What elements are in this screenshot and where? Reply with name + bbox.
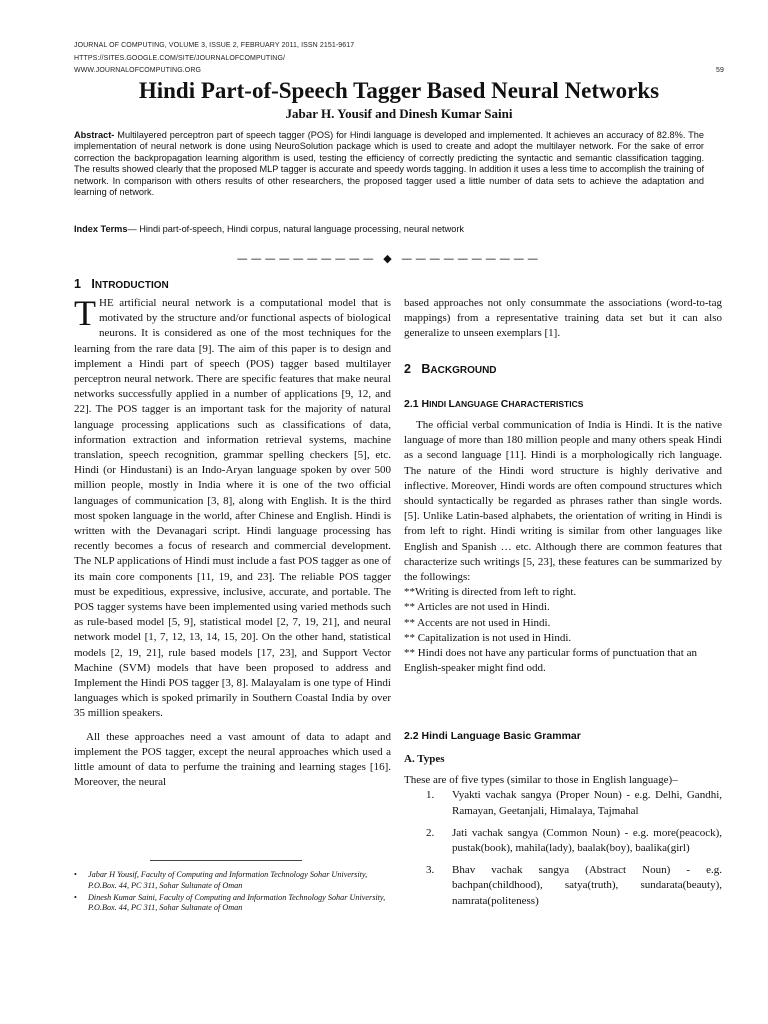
section-heading-background: [404, 362, 497, 376]
header-url-line[interactable]: HTTPS://SITES.GOOGLE.COM/SITE/JOURNALOFCOMPUTING/: [74, 54, 286, 62]
section-divider: —————————— ◆ ——————————: [236, 252, 542, 265]
subsection-title-part: C: [500, 398, 509, 410]
section-title-rest: NTRODUCTION: [94, 280, 169, 291]
list-text: Vyakti vachak sangya (Proper Noun) - e.g. Delhi, Gandhi, Ramayan, Geetanjali, Himalaya, Tajmahal: [452, 789, 722, 817]
footnotes: [74, 870, 391, 915]
left-column: [74, 293, 392, 791]
feature-item: **Writing is directed from left to right.: [404, 586, 577, 599]
subsection-title-part: HARACTERISTICS: [508, 399, 584, 409]
list-number: 3.: [426, 864, 435, 877]
section-number: 2: [404, 362, 411, 376]
footnote-separator: [150, 860, 302, 861]
paper-authors: Jabar H. Yousif and Dinesh Kumar Saini: [285, 106, 513, 121]
index-terms: [74, 224, 704, 235]
list-item: [426, 863, 722, 909]
index-terms-label: Index Terms: [74, 224, 128, 234]
subsection-heading-grammar: [404, 730, 581, 742]
subsection-title-part: L: [448, 398, 455, 410]
feature-item: ** Accents are not used in Hindi.: [404, 616, 551, 629]
subsection-title: Hindi Language Basic Grammar: [421, 730, 581, 742]
abstract-label: Abstract-: [74, 130, 115, 140]
paper-title: Hindi Part-of-Speech Tagger Based Neural Networks: [138, 78, 660, 103]
types-heading: A. Types: [404, 753, 445, 765]
list-item: [426, 826, 722, 856]
list-item: [426, 788, 722, 818]
types-intro: These are of five types (similar to those in English language)–: [404, 774, 678, 787]
header-journal-line: JOURNAL OF COMPUTING, VOLUME 3, ISSUE 2, FEBRUARY 2011, ISSN 2151-9617: [74, 42, 355, 49]
header-website-line[interactable]: WWW.JOURNALOFCOMPUTING.ORG: [74, 67, 202, 74]
page-number: 59: [716, 67, 724, 74]
section-title-initial: B: [421, 362, 431, 376]
list-text: Jati vachak sangya (Common Noun) - e.g. more(peacock), pustak(book), mahila(lady), baalak(boy), baalika(girl): [452, 826, 722, 855]
bullet-icon: •: [74, 870, 77, 879]
feature-item: ** Articles are not used in Hindi.: [404, 601, 550, 614]
subsection-number: 2.1: [404, 398, 419, 410]
section-title-initial: I: [91, 277, 95, 291]
abstract-text: Multilayered perceptron part of speech tagger (POS) for Hindi language is developed and implemented. It achieves an accuracy of 82.8%. The implementation of neural network is done using NeuroSolution package which is used to create and adopt the multilayer network. For the sake of error correction the backpropagation learning algorithm is used, testing the efficiency of correctly predicting the syntactic and semantic classification tagging. The results showed clearly that the proposed MLP tagger is accurate and speedy words tagging. In addition it uses a less time to accomplish the training of network. In comparison with others results of other researchers, the proposed tagger used a little number of data sets to achieve the adaptation and learning of network.: [74, 130, 704, 198]
footnote-text: Dinesh Kumar Saini, Faculty of Computing and Information Technology Sohar University, P.O.Box. 44, PC 311, Sohar Sultanate of Oman: [88, 892, 386, 913]
list-number: 1.: [426, 789, 435, 802]
footnote-text: Jabar H Yousif, Faculty of Computing and Information Technology Sohar University, P.O.Box. 44, PC 311, Sohar Sultanate of Oman: [88, 870, 368, 890]
drop-cap: T: [74, 293, 96, 333]
list-text: Bhav vachak sangya (Abstract Noun) - e.g. bachpan(childhood), satya(truth), sundarata(beauty), namrata(politeness): [452, 864, 722, 907]
subsection-heading-characteristics: [404, 398, 583, 410]
footnote-author-1: [74, 870, 391, 892]
footnote-author-2: [74, 893, 391, 915]
intro-paragraph-1-text: HE artificial neural network is a computational model that is motivated by the structure and/or functional aspects of biological neurons. It is considered as one of the most techniques for the learning from the rare data [9]. The aim of this paper is to design and implement a Hindi part of speech (POS) tagger based multilayer perceptron neural network. There are specific features that make neural networks successfully applied in a number of applications [9, 12, and 22]. The POS tagger is an important task for the majority of natural language processing applications such as classifications of data, information extraction and information retrieval systems, machine translation, speech recognition, grammar spelling checkers [5], etc. Hindi (or Hindustani) is an Indo-Aryan language spoken by over 500 million people, mostly in India where it is one of the two official languages of communication [3, 8], along with English. It is the third most spoken language in the world, after Chinese and English. Hindi is written with the Devanagari script. Hindi language processing has recently becomes a focus of research and commercial development. The NLP applications of Hindi must include a fast POS tagger as one of its main core components [11, 19, and 23]. The reliable POS tagger must be expeditious, expressive, inclusive, accurate, and portable. The POS tagger systems have been implemented using varied methods such as rule-based model [5, 9], statistical model [2, 7, 19, 21], and neural network model [1, 7, 12, 13, 14, 15, 20]. On the other hand, statistical models [2, 19, 21], rule based models [17, 23], and Support Vector Machine (SVM) models that have been proposed to address and Implement the Hindi POS tagger [3, 8]. Malayalam is one type of Hindi languages which is spoked primarily in Southern Coastal India by over 35 million speakers.: [74, 297, 392, 720]
abstract: [74, 130, 704, 198]
subsection-number: 2.2: [404, 730, 419, 742]
journal-header: [74, 40, 724, 78]
subsection-title-part: ANGUAGE: [454, 399, 501, 409]
intro-paragraph-2: All these approaches need a vast amount of data to adapt and implement the POS tagger, except the neural approaches which used a little amount of data to perfume the training and learning stages [16]. Moreover, the neural: [74, 730, 391, 789]
section-number: 1: [74, 277, 81, 291]
feature-item: ** Capitalization is not used in Hindi.: [404, 631, 572, 644]
subsection-title-part: H: [421, 398, 430, 410]
feature-list: [404, 585, 722, 676]
right-column: [404, 296, 722, 342]
feature-item: ** Hindi does not have any particular forms of punctuation that an English-speaker might find odd.: [404, 647, 697, 675]
index-terms-text: — Hindi part-of-speech, Hindi corpus, natural language processing, neural network: [127, 224, 464, 234]
list-number: 2.: [426, 826, 435, 839]
characteristics-body: [404, 418, 722, 676]
intro-paragraph-2-continued: based approaches not only consummate the associations (word-to-tag mappings) from a representative training data set but it can also generalize to unseen exemplars [1].: [404, 297, 722, 340]
characteristics-paragraph: The official verbal communication of India is Hindi. It is the native language of more than 180 million people and many others speak Hindi as a second language [11]. Hindi is a morphologically rich language. The nature of the Hindi word structure is highly derivative and inflective. Moreover, Hindi words are often compound structures which should syntactically be regarded as phrases rather than single words. [5]. Unlike Latin-based alphabets, the orientation of writing in Hindi is from left to right. Hindi writing is similar from other languages like English and Spanish … etc. Although there are common features that characterize such writings [5, 23], these features can be summarized by the followings:: [404, 419, 722, 584]
section-heading-introduction: [74, 277, 169, 291]
subsection-title-part: INDI: [429, 399, 449, 409]
intro-paragraph-1: [74, 293, 392, 722]
grammar-body: [404, 752, 722, 916]
section-title-rest: ACKGROUND: [430, 365, 497, 376]
bullet-icon: •: [74, 892, 77, 902]
noun-types-list: [404, 788, 722, 908]
